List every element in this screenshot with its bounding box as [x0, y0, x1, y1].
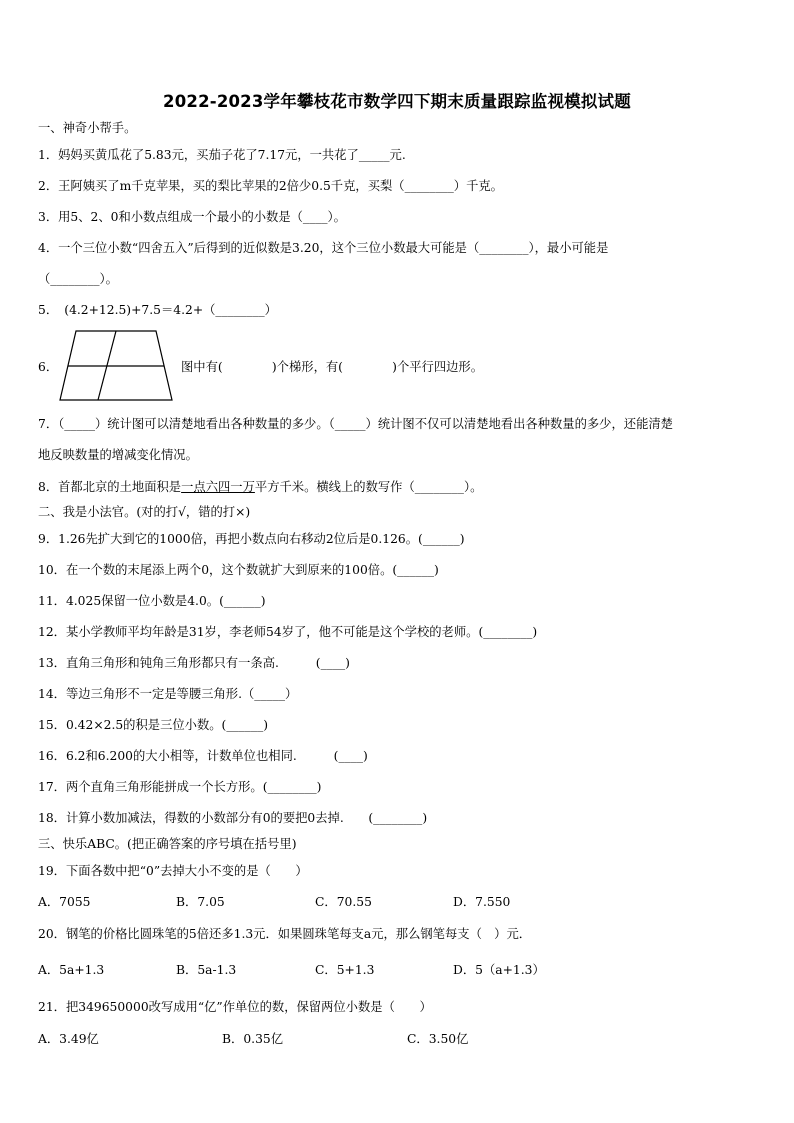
question-7-continued: 地反映数量的增减变化情况。 — [38, 448, 198, 462]
question-8 — [38, 479, 482, 495]
question-19-option-b: B．7.05 — [176, 895, 225, 909]
section-2-heading: 二、我是小法官。(对的打√，错的打×) — [38, 505, 251, 519]
question-21-option-a: A．3.49亿 — [38, 1032, 99, 1046]
question-1: 1．妈妈买黄瓜花了5.83元，买茄子花了7.17元，一共花了_____元. — [38, 148, 406, 162]
question-8-underlined: 一点六四一万 — [181, 480, 255, 494]
question-21-option-c: C．3.50亿 — [407, 1032, 469, 1046]
question-10: 10．在一个数的末尾添上两个0，这个数就扩大到原来的100倍。(______) — [38, 563, 439, 577]
question-19-option-c: C．70.55 — [315, 895, 372, 909]
question-6-text: 图中有( )个梯形，有( )个平行四边形。 — [181, 360, 484, 374]
question-6-number: 6． — [38, 360, 59, 374]
question-2: 2．王阿姨买了m千克苹果，买的梨比苹果的2倍少0.5千克，买梨（________）千克。 — [38, 179, 503, 193]
page-title: 2022-2023学年攀枝花市数学四下期末质量跟踪监视模拟试题 — [163, 92, 631, 111]
question-13: 13．直角三角形和钝角三角形都只有一条高. (____) — [38, 656, 350, 670]
question-3: 3．用5、2、0和小数点组成一个最小的小数是（____）。 — [38, 210, 346, 224]
question-20-option-a: A．5a+1.3 — [38, 963, 105, 977]
question-8-prefix: 8．首都北京的土地面积是 — [38, 480, 182, 494]
question-20: 20．钢笔的价格比圆珠笔的5倍还多1.3元．如果圆珠笔每支a元，那么钢笔每支（ ）元． — [38, 927, 532, 941]
question-19-option-d: D．7.550 — [453, 895, 511, 909]
question-11: 11．4.025保留一位小数是4.0。(______) — [38, 594, 266, 608]
question-17: 17．两个直角三角形能拼成一个长方形。(________) — [38, 780, 322, 794]
question-21-option-b: B．0.35亿 — [222, 1032, 284, 1046]
question-20-option-c: C．5+1.3 — [315, 963, 375, 977]
question-5: 5． (4.2+12.5)+7.5＝4.2+（________） — [38, 303, 277, 317]
question-4: 4．一个三位小数“四舍五入”后得到的近似数是3.20，这个三位小数最大可能是（________），最小可能是 — [38, 241, 609, 255]
section-3-heading: 三、快乐ABC。(把正确答案的序号填在括号里) — [38, 837, 297, 851]
question-12: 12．某小学教师平均年龄是31岁，李老师54岁了，他不可能是这个学校的老师。(________) — [38, 625, 538, 639]
question-21: 21．把349650000改写成用“亿”作单位的数，保留两位小数是（ ） — [38, 1000, 432, 1014]
question-14: 14．等边三角形不一定是等腰三角形.（_____） — [38, 687, 298, 701]
trapezoid-figure-icon — [58, 330, 174, 402]
question-7: 7．（_____）统计图可以清楚地看出各种数量的多少。（_____）统计图不仅可以清楚地看出各种数量的多少，还能清楚 — [38, 417, 673, 431]
section-1-heading: 一、神奇小帮手。 — [38, 121, 137, 135]
question-9: 9．1.26先扩大到它的1000倍，再把小数点向右移动2位后是0.126。(______) — [38, 532, 465, 546]
question-4-continued: （________）。 — [38, 272, 118, 286]
question-15: 15．0.42×2.5的积是三位小数。(______) — [38, 718, 269, 732]
question-20-option-b: B．5a-1.3 — [176, 963, 237, 977]
question-19-option-a: A．7055 — [38, 895, 91, 909]
question-19: 19．下面各数中把“0”去掉大小不变的是（ ） — [38, 864, 308, 878]
question-20-option-d: D．5（a+1.3） — [453, 963, 545, 977]
question-16: 16．6.2和6.200的大小相等，计数单位也相同. (____) — [38, 749, 368, 763]
question-18: 18．计算小数加减法，得数的小数部分有0的要把0去掉. (________) — [38, 811, 428, 825]
question-8-suffix: 平方千米。横线上的数写作（________）。 — [254, 480, 483, 494]
